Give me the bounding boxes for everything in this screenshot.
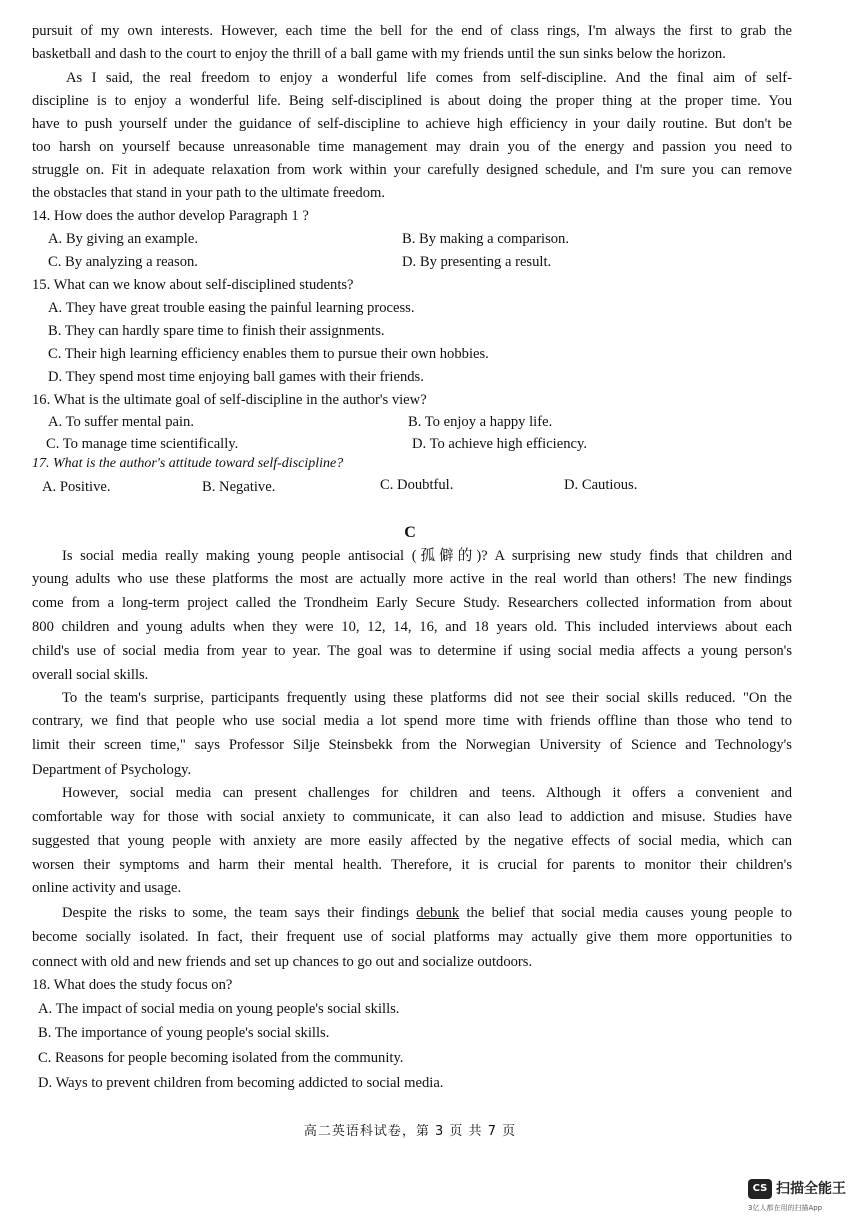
passage-c-p2-line: contrary, we find that people who use social media a lot spend more time with friends offline than those who tend to	[32, 713, 792, 729]
underlined-word-debunk: debunk	[416, 905, 460, 921]
passage-c-p3-line: worsen their symptoms and harm their mental health. Therefore, it is crucial for parents to monitor their children's	[32, 857, 792, 873]
section-c-title: C	[404, 524, 416, 541]
question-14-option-d: D. By presenting a result.	[402, 254, 552, 270]
passage-b-line: pursuit of my own interests. However, each time the bell for the end of class rings, I'm always the first to grab the	[32, 23, 792, 39]
passage-b-line: discipline is to enjoy a wonderful life. Being self-disciplined is about doing the proper thing at the proper time. You	[32, 93, 792, 109]
question-17-option-b: B. Negative.	[202, 479, 276, 495]
passage-c-p3-line: online activity and usage.	[32, 880, 182, 896]
question-14-option-a: A. By giving an example.	[48, 231, 198, 247]
passage-b-line: struggle on. Fit in adequate relaxation from work within your carefully designed schedule, and I'm sure you can remove	[32, 162, 792, 178]
passage-c-p4-text: Despite the risks to some, the team says their findings	[62, 905, 417, 921]
passage-b-line: basketball and dash to the court to enjoy the thrill of a ball game with my friends until the sun sinks below the horizon.	[32, 46, 726, 62]
passage-c-p4-line-1	[62, 902, 792, 924]
passage-c-p1-line: come from a long-term project called the Trondheim Early Secure Study. Researchers collected information from about	[32, 595, 792, 611]
question-18-option-c: C. Reasons for people becoming isolated from the community.	[38, 1050, 404, 1066]
question-15-stem: 15. What can we know about self-disciplined students?	[32, 277, 354, 293]
question-17-option-c: C. Doubtful.	[380, 477, 454, 493]
passage-c-p1-line: Is social media really making young people antisocial (孤僻的)? A surprising new study finds that children and	[62, 548, 792, 564]
question-15-option-c: C. Their high learning efficiency enables them to pursue their own hobbies.	[48, 346, 489, 362]
question-14-option-b: B. By making a comparison.	[402, 231, 569, 247]
passage-b-line: the obstacles that stand in your path to the ultimate freedom.	[32, 185, 385, 201]
question-18-option-a: A. The impact of social media on young people's social skills.	[38, 1001, 400, 1017]
question-17-option-a: A. Positive.	[42, 479, 111, 495]
passage-c-p1-line: child's use of social media from year to year. The goal was to determine if using social media affects a young person's	[32, 643, 792, 659]
question-15-option-a: A. They have great trouble easing the painful learning process.	[48, 300, 415, 316]
passage-b-line: too harsh on yourself because unreasonable time management may drain you of the energy and passion you need to	[32, 139, 792, 155]
passage-c-p2-line: To the team's surprise, participants frequently using these platforms did not see their social skills reduced. "On the	[62, 690, 792, 706]
passage-c-p3-line: comfortable way for those with social anxiety to communicate, it can also lead to addiction and misuse. Studies have	[32, 809, 792, 825]
passage-c-p1-line: young adults who use these platforms the most are actually more active in the real world than others! The new findings	[32, 571, 792, 587]
question-18-option-d: D. Ways to prevent children from becoming addicted to social media.	[38, 1075, 444, 1091]
camscanner-logo-icon: CS	[748, 1179, 772, 1199]
passage-c-p3-line: However, social media can present challenges for children and teens. Although it offers a convenient and	[62, 785, 792, 801]
question-15-option-d: D. They spend most time enjoying ball games with their friends.	[48, 369, 424, 385]
passage-b-line: As I said, the real freedom to enjoy a wonderful life comes from self-discipline. And the final aim of self-	[66, 70, 792, 86]
passage-b-line: have to push yourself under the guidance of self-discipline to achieve high efficiency in your daily routine. But don't be	[32, 116, 792, 132]
passage-c-p4-text: the belief that social media causes young people to	[459, 905, 793, 921]
camscanner-slogan: 3亿人都在用的扫描App	[748, 1204, 823, 1212]
question-14-stem: 14. How does the author develop Paragraph 1 ?	[32, 208, 309, 224]
question-14-option-c: C. By analyzing a reason.	[48, 254, 198, 270]
question-18-stem: 18. What does the study focus on?	[32, 977, 233, 993]
question-17-stem: 17. What is the author's attitude toward self-discipline?	[32, 456, 344, 471]
question-17-option-d: D. Cautious.	[564, 477, 638, 493]
passage-c-p4-line: connect with old and new friends and set up chances to go out and socialize outdoors.	[32, 954, 533, 970]
question-16-option-b: B. To enjoy a happy life.	[408, 414, 553, 430]
passage-c-p2-line: Department of Psychology.	[32, 762, 192, 778]
passage-c-p4-line: become socially isolated. In fact, their frequent use of social platforms may actually give them more opportunities to	[32, 929, 792, 945]
passage-c-p2-line: limit their screen time," says Professor Silje Steinsbekk from the Norwegian University of Science and Technology's	[32, 737, 792, 753]
question-16-option-c: C. To manage time scientifically.	[46, 436, 239, 452]
passage-c-p1-line: 800 children and young adults when they were 10, 12, 14, 16, and 18 years old. This included interviews about each	[32, 619, 792, 635]
camscanner-name: 扫描全能王	[776, 1181, 846, 1197]
passage-c-p3-line: suggested that young people with anxiety are more easily affected by the negative effects of social media, which can	[32, 833, 792, 849]
question-16-option-a: A. To suffer mental pain.	[48, 414, 194, 430]
page-footer: 高二英语科试卷，第 3 页 共 7 页	[303, 1124, 517, 1139]
question-18-option-b: B. The importance of young people's social skills.	[38, 1025, 330, 1041]
question-16-option-d: D. To achieve high efficiency.	[412, 436, 587, 452]
question-16-stem: 16. What is the ultimate goal of self-discipline in the author's view?	[32, 392, 427, 408]
question-15-option-b: B. They can hardly spare time to finish their assignments.	[48, 323, 385, 339]
passage-c-p1-line: overall social skills.	[32, 667, 149, 683]
